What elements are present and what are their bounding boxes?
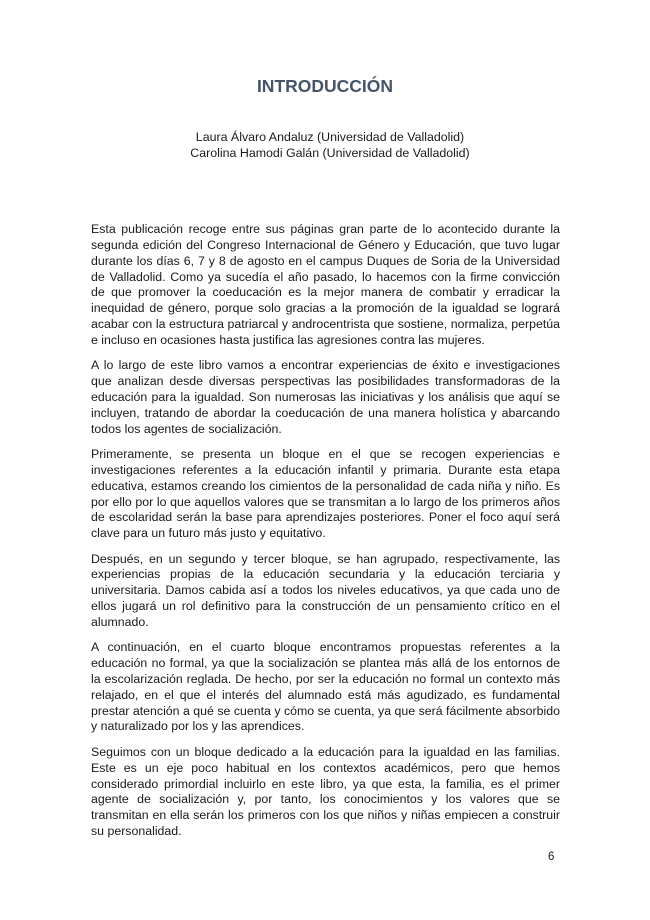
page-number: 6 — [548, 851, 555, 863]
paragraph: Seguimos con un bloque dedicado a la educación para la igualdad en las familias. Este es un eje poco habitual en los contextos académicos, pero que hemos considerado primordial incluirlo en este libro, ya que esta, la familia, es el primer agente de socialización y, por tanto, los conocimientos y los valores que se transmitan en ella serán los primeros con los que niños y niñas empiecen a construir su personalidad. — [91, 744, 560, 839]
author-line: Laura Álvaro Andaluz (Universidad de Valladolid) — [195, 130, 465, 144]
paragraph: Esta publicación recoge entre sus páginas gran parte de lo acontecido durante la segunda edición del Congreso Internacional de Género y Educación, que tuvo lugar durante los días 6, 7 y 8 de agosto en el campus Duques de Soria de la Universidad de Valladolid. Como ya sucedía el año pasado, lo hacemos con la firme convicción de que promover la coeducación es la mejor manera de combatir y erradicar la inequidad de género, porque solo gracias a la promoción de la igualdad se logrará acabar con la estructura patriarcal y androcentrista que sostiene, normaliza, perpetúa e incluso en ocasiones hasta justifica las agresiones contra las mujeres. — [91, 222, 560, 347]
page-title: INTRODUCCIÓN — [256, 76, 394, 96]
paragraph: Después, en un segundo y tercer bloque, se han agrupado, respectivamente, las experiencias propias de la educación secundaria y la educación terciaria y universitaria. Damos cabida así a todos los niveles educativos, ya que cada uno de ellos jugará un rol definitivo para la construcción de un pensamiento crítico en el alumnado. — [91, 551, 560, 629]
paragraph: Primeramente, se presenta un bloque en el que se recogen experiencias e investigaciones referentes a la educación infantil y primaria. Durante esta etapa educativa, estamos creando los cimientos de la personalidad de cada niña y niño. Es por ello por lo que aquellos valores que se transmitan a lo largo de los primeros años de escolaridad serán la base para aprendizajes posteriores. Poner el foco aquí será clave para un futuro más justo y equitativo. — [91, 446, 560, 541]
paragraph: A lo largo de este libro vamos a encontrar experiencias de éxito e investigaciones que analizan desde diversas perspectivas las posibilidades transformadoras de la educación para la igualdad. Son numerosas las iniciativas y los análisis que aquí se incluyen, tratando de abordar la coeducación de una manera holística y abarcando todos los agentes de socialización. — [91, 358, 560, 436]
authors-block — [0, 129, 650, 161]
body-text — [91, 222, 560, 849]
author-line: Carolina Hamodi Galán (Universidad de Valladolid) — [190, 146, 470, 160]
paragraph: A continuación, en el cuarto bloque encontramos propuestas referentes a la educación no formal, ya que la socialización se plantea más allá de los entornos de la escolarización reglada. De hecho, por ser la educación no formal un contexto más relajado, en el que el interés del alumnado está más agudizado, es fundamental prestar atención a qué se cuenta y cómo se cuenta, ya que será fácilmente absorbido y naturalizado por los y las aprendices. — [91, 640, 560, 734]
